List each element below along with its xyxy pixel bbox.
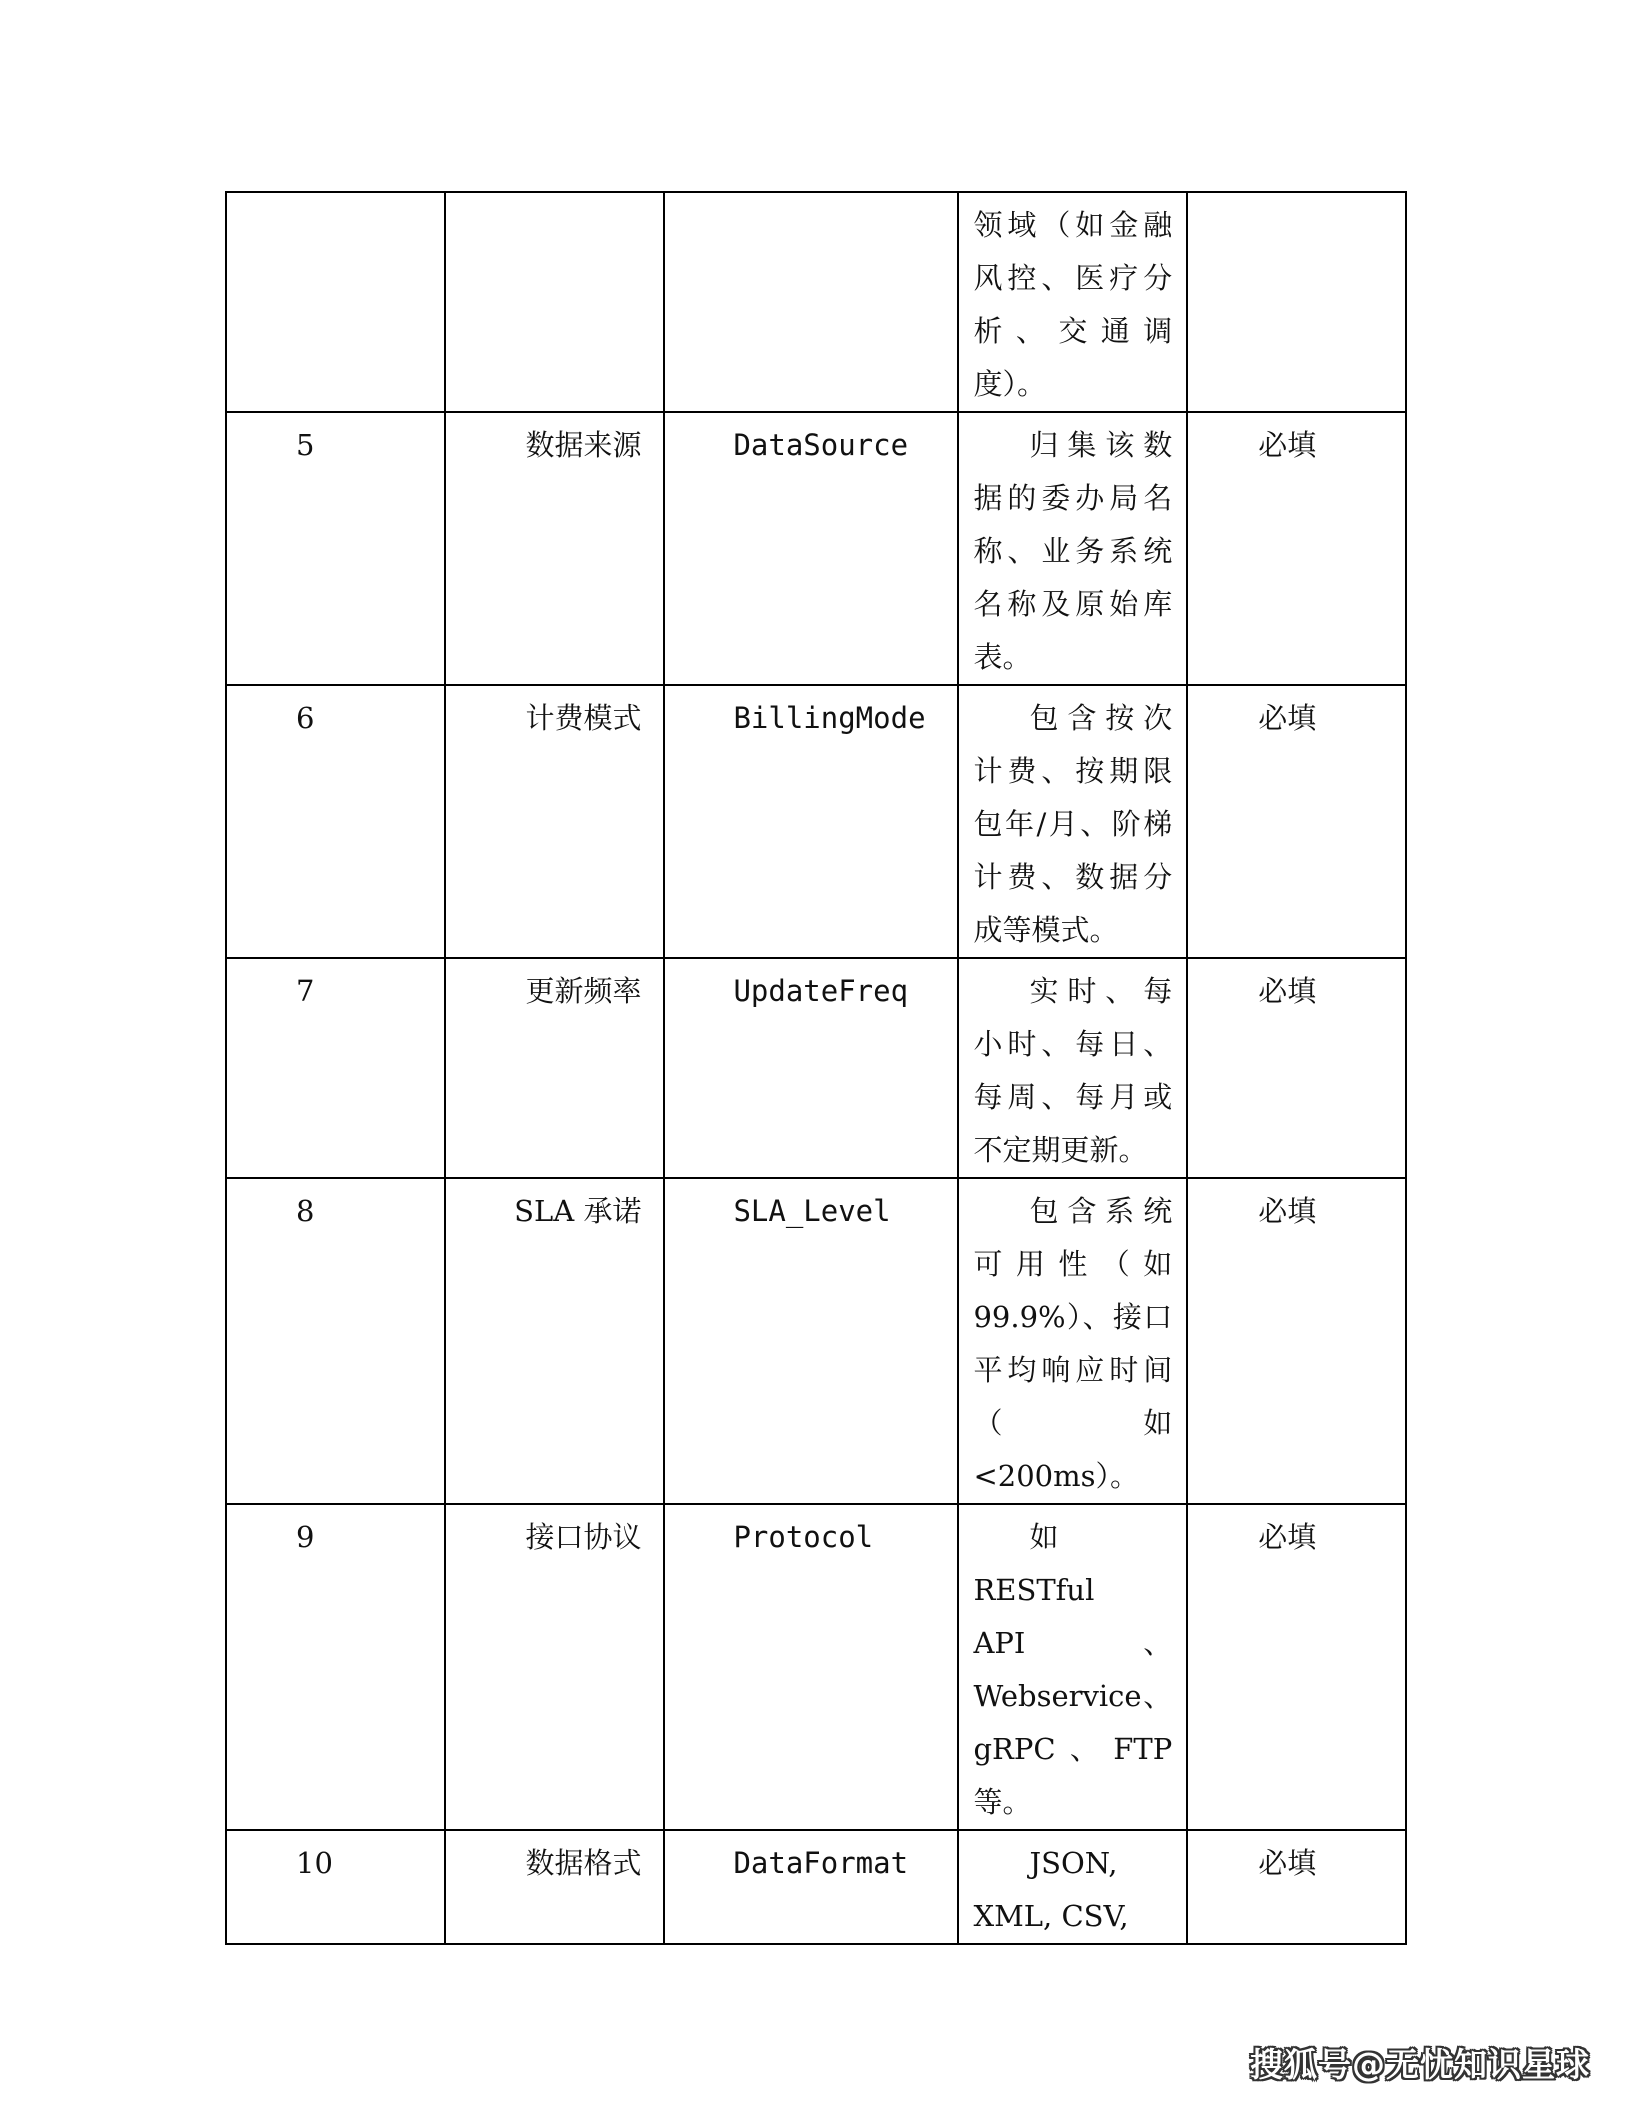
required-flag (1187, 192, 1406, 412)
attribute-name: SLA 承诺 (445, 1178, 665, 1504)
row-number: 6 (226, 685, 445, 958)
required-flag: 必填 (1187, 685, 1406, 958)
description-text: 领域（如金融风控、医疗分析、交通调度）。 (973, 208, 1173, 401)
field-code: DataSource (664, 412, 958, 685)
required-flag: 必填 (1187, 1830, 1406, 1944)
attribute-name: 数据格式 (445, 1830, 665, 1944)
attribute-name: 更新频率 (445, 958, 665, 1178)
row-number: 10 (226, 1830, 445, 1944)
description-cell (958, 685, 1187, 958)
description-text: 归集该数据的委办局名称、业务系统名称及原始库表。 (973, 428, 1173, 674)
table-row (226, 685, 1406, 958)
field-code: UpdateFreq (664, 958, 958, 1178)
field-code: Protocol (664, 1504, 958, 1830)
required-flag: 必填 (1187, 1178, 1406, 1504)
description-cell (958, 1178, 1187, 1504)
required-flag: 必填 (1187, 1504, 1406, 1830)
watermark: 搜狐号@无忧知识星球 (1250, 2045, 1590, 2084)
row-number (226, 192, 445, 412)
description-cell (958, 958, 1187, 1178)
field-code (664, 192, 958, 412)
field-code: BillingMode (664, 685, 958, 958)
row-number: 5 (226, 412, 445, 685)
description-text: 包含系统可用性（如99.9%）、接口平均响应时间（如<200ms）。 (973, 1194, 1173, 1493)
attribute-table (225, 191, 1407, 1945)
description-cell (958, 192, 1187, 412)
description-text: 如RESTful API、Webservice、gRPC、FTP等。 (973, 1520, 1173, 1819)
row-number: 7 (226, 958, 445, 1178)
table-row (226, 958, 1406, 1178)
row-number: 8 (226, 1178, 445, 1504)
required-flag: 必填 (1187, 958, 1406, 1178)
description-text: 包含按次计费、按期限包年/月、阶梯计费、数据分成等模式。 (973, 701, 1173, 947)
description-text: 实时、每小时、每日、每周、每月或不定期更新。 (973, 974, 1173, 1167)
attribute-name: 接口协议 (445, 1504, 665, 1830)
description-cell (958, 1830, 1187, 1944)
description-cell (958, 412, 1187, 685)
table-row (226, 1830, 1406, 1944)
table-row (226, 192, 1406, 412)
attribute-name (445, 192, 665, 412)
field-code: DataFormat (664, 1830, 958, 1944)
description-cell (958, 1504, 1187, 1830)
row-number: 9 (226, 1504, 445, 1830)
attribute-name: 数据来源 (445, 412, 665, 685)
field-code: SLA_Level (664, 1178, 958, 1504)
table-row (226, 412, 1406, 685)
attribute-name: 计费模式 (445, 685, 665, 958)
required-flag: 必填 (1187, 412, 1406, 685)
description-text: JSON, XML, CSV, (973, 1846, 1129, 1933)
table-row (226, 1178, 1406, 1504)
table-row (226, 1504, 1406, 1830)
